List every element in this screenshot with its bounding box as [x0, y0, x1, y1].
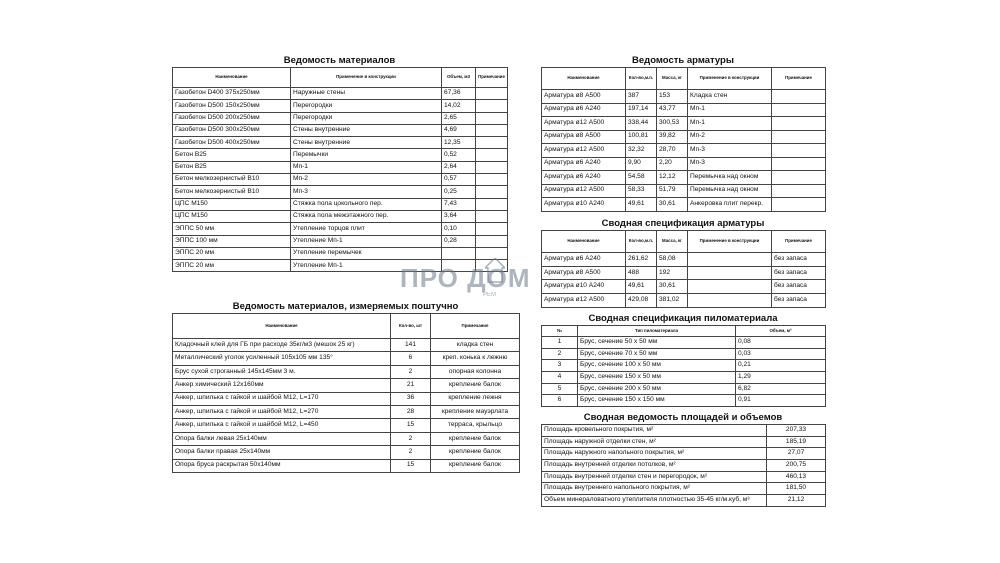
column-header: Объем, м³ [736, 326, 826, 337]
table-cell: Брус сухой строганный 145х145мм 3 м. [173, 365, 391, 378]
watermark-logo: ПРО ДОМ [400, 263, 531, 293]
table-cell: 15 [391, 459, 431, 472]
piece-header-row [173, 314, 520, 339]
table-cell: 197,14 [626, 103, 657, 117]
table-row [173, 419, 520, 432]
table-cell [772, 130, 826, 144]
table-cell: крепление лежня [431, 392, 520, 405]
table-cell: 6 [391, 352, 431, 365]
table-cell: 58,33 [626, 184, 657, 198]
materials-table-container [172, 67, 507, 272]
table-cell: Анкер химический 12х160мм [173, 379, 391, 392]
column-header: Наименование [542, 231, 626, 253]
table-cell: 28 [391, 405, 431, 418]
table-cell: 460,13 [767, 471, 826, 483]
table-cell: 100,81 [626, 130, 657, 144]
table-cell: Площадь внутренней отделки стен и перегородок, м² [542, 471, 767, 483]
table-cell [688, 266, 772, 280]
table-row [173, 432, 520, 445]
table-cell: 67,36 [442, 88, 476, 100]
table-cell: Кладка стен [688, 90, 772, 104]
table-row [173, 365, 520, 378]
table-row [173, 446, 520, 459]
table-cell: Арматура ø6 А240 [542, 157, 626, 171]
lumber-table [541, 325, 826, 407]
table-cell: 15 [391, 419, 431, 432]
table-cell: Мп-1 [688, 103, 772, 117]
table-cell: Брус, сечение 100 х 50 мм [578, 360, 736, 372]
table-cell: Стяжка пола цокольного пер. [291, 198, 442, 210]
table-cell: 5 [542, 383, 578, 395]
table-cell: Мп-2 [291, 174, 442, 186]
table-cell: 30,61 [657, 198, 688, 212]
table-cell: Арматура ø12 А500 [542, 144, 626, 158]
areas-table [541, 424, 826, 507]
table-cell: без запаса [772, 253, 826, 267]
table-cell [476, 235, 508, 247]
table-cell: 181,50 [767, 483, 826, 495]
table-cell: 0,21 [736, 360, 826, 372]
table-cell: Бетон В25 [173, 149, 291, 161]
table-cell: 153 [657, 90, 688, 104]
table-cell [476, 149, 508, 161]
table-cell: Газобетон D500 300х250мм [173, 124, 291, 136]
materials-title: Ведомость материалов [283, 55, 396, 66]
table-cell: 30,61 [657, 280, 688, 294]
table-cell: 49,61 [626, 280, 657, 294]
table-cell: 192 [657, 266, 688, 280]
house-icon [485, 258, 505, 284]
table-row [542, 117, 826, 131]
table-cell [476, 88, 508, 100]
table-cell: 488 [626, 266, 657, 280]
table-cell: Объем минераловатного утеплителя плотностью 35-45 кг/м.куб, м³ [542, 495, 767, 507]
table-cell: 32,32 [626, 144, 657, 158]
table-cell: 0,08 [736, 337, 826, 349]
table-row [542, 280, 826, 294]
areas-table-container [541, 424, 825, 507]
table-row [173, 352, 520, 365]
table-row [542, 337, 826, 349]
rebar-title: Ведомость арматуры [632, 55, 734, 66]
table-cell: 338,44 [626, 117, 657, 131]
table-cell: Наружные стены [291, 88, 442, 100]
column-header: Масса, кг [657, 68, 688, 90]
table-cell: 2,20 [657, 157, 688, 171]
table-cell: 14,02 [442, 100, 476, 112]
areas-title: Сводная ведомость площадей и объемов [583, 412, 783, 423]
table-row [542, 495, 826, 507]
table-cell: Мп-3 [291, 186, 442, 198]
table-row [542, 266, 826, 280]
table-cell: крепление балок [431, 379, 520, 392]
table-cell: 7,43 [442, 198, 476, 210]
table-cell: 2 [391, 446, 431, 459]
table-cell: Утепление торцов плит [291, 223, 442, 235]
column-header: Примечание [476, 68, 508, 88]
table-cell: Брус, сечение 150 х 150 мм [578, 395, 736, 407]
table-cell: Утепление Мп-1 [291, 260, 442, 272]
column-header: Кол-во,м.п. [626, 68, 657, 90]
table-cell: Мп-1 [688, 117, 772, 131]
table-row [173, 161, 508, 173]
table-cell: 54,58 [626, 171, 657, 185]
table-row [542, 130, 826, 144]
table-cell: крепление балок [431, 459, 520, 472]
table-cell [476, 100, 508, 112]
table-cell: Газобетон D500 150х250мм [173, 100, 291, 112]
table-cell: ЭППС 100 мм [173, 235, 291, 247]
table-cell: Опора балки левая 25х140мм [173, 432, 391, 445]
table-cell: 12,12 [657, 171, 688, 185]
table-cell: Газобетон D500 200х250мм [173, 112, 291, 124]
column-header: Тип пиломатериала [578, 326, 736, 337]
table-cell: 0,57 [442, 174, 476, 186]
table-cell: 27,07 [767, 448, 826, 460]
table-cell: 0,28 [442, 235, 476, 247]
table-cell: Арматура ø8 А500 [542, 130, 626, 144]
table-cell: Мп-2 [688, 130, 772, 144]
table-cell: 6 [542, 395, 578, 407]
column-header: Кол-во, шт [391, 314, 431, 339]
table-cell [772, 90, 826, 104]
table-row [542, 171, 826, 185]
column-header: Применение в конструкции [688, 231, 772, 253]
table-cell: 36 [391, 392, 431, 405]
table-row [542, 348, 826, 360]
table-row [173, 210, 508, 222]
column-header: № [542, 326, 578, 337]
table-cell: 0,10 [442, 223, 476, 235]
table-cell: 49,61 [626, 198, 657, 212]
table-cell: Брус, сечение 50 х 50 мм [578, 337, 736, 349]
table-cell: 4 [542, 372, 578, 384]
table-row [542, 253, 826, 267]
table-cell: 3 [542, 360, 578, 372]
table-row [173, 174, 508, 186]
table-cell: ЦПС М150 [173, 198, 291, 210]
table-cell: ЦПС М150 [173, 210, 291, 222]
table-cell: Стены внутренние [291, 137, 442, 149]
column-header: Наименование [173, 68, 291, 88]
table-row [542, 144, 826, 158]
table-cell: Брус, сечение 150 х 50 мм [578, 372, 736, 384]
table-cell: 58,08 [657, 253, 688, 267]
table-row [173, 186, 508, 198]
table-cell: Бетон мелкозернистый В10 [173, 186, 291, 198]
column-header: Наименование [173, 314, 391, 339]
table-cell: терраса, крыльцо [431, 419, 520, 432]
table-row [542, 460, 826, 472]
table-row [173, 247, 508, 259]
table-row [173, 88, 508, 100]
table-cell [476, 198, 508, 210]
table-cell: ЭППС 20 мм [173, 247, 291, 259]
table-cell: Площадь кровельного покрытия, м² [542, 425, 767, 437]
table-cell [476, 161, 508, 173]
table-cell: 0,91 [736, 395, 826, 407]
table-row [173, 405, 520, 418]
table-cell: Анкер, шпилька с гайкой и шайбой М12, L=450 [173, 419, 391, 432]
table-cell: Стяжка пола межэтажного пер. [291, 210, 442, 222]
rebar-table [541, 67, 826, 212]
table-row [173, 124, 508, 136]
materials-header-row [173, 68, 508, 88]
table-cell: 2 [391, 365, 431, 378]
table-row [542, 483, 826, 495]
column-header: Применение в конструкции [291, 68, 442, 88]
table-cell: Арматура ø8 А500 [542, 266, 626, 280]
table-cell: 3,64 [442, 210, 476, 222]
table-cell: 0,52 [442, 149, 476, 161]
table-cell: Опора бруса раскрытая 50х140мм [173, 459, 391, 472]
table-cell: 300,53 [657, 117, 688, 131]
table-row [173, 379, 520, 392]
table-row [542, 157, 826, 171]
table-row [173, 235, 508, 247]
table-cell [772, 117, 826, 131]
table-cell: без запаса [772, 294, 826, 308]
table-cell: Анкер, шпилька с гайкой и шайбой М12, L=170 [173, 392, 391, 405]
table-cell: 381,02 [657, 294, 688, 308]
table-cell: Стены внутренние [291, 124, 442, 136]
table-cell: Арматура ø10 А240 [542, 280, 626, 294]
table-cell: Брус, сечение 200 х 50 мм [578, 383, 736, 395]
table-cell [688, 294, 772, 308]
table-cell [476, 186, 508, 198]
table-cell: 0,25 [442, 186, 476, 198]
table-cell: 387 [626, 90, 657, 104]
table-cell: Бетон мелкозернистый В10 [173, 174, 291, 186]
table-row [542, 436, 826, 448]
table-row [173, 198, 508, 210]
table-cell: Утепление Мп-1 [291, 235, 442, 247]
materials-table [172, 67, 508, 272]
lumber-table-container [541, 325, 825, 407]
table-cell: 261,62 [626, 253, 657, 267]
table-cell: ЭППС 20 мм [173, 260, 291, 272]
table-row [173, 100, 508, 112]
table-cell: 2 [542, 348, 578, 360]
table-cell: 200,75 [767, 460, 826, 472]
table-cell: кладка стен [431, 339, 520, 352]
table-cell [476, 223, 508, 235]
table-cell: Перегородки [291, 100, 442, 112]
table-cell: Площадь наружной отделки стен, м² [542, 436, 767, 448]
table-cell: Перемычка над окном [688, 171, 772, 185]
table-cell [476, 112, 508, 124]
rebar-spec-table [541, 230, 826, 308]
table-row [173, 137, 508, 149]
table-cell: Мп-3 [688, 144, 772, 158]
table-cell: 39,82 [657, 130, 688, 144]
table-row [173, 392, 520, 405]
table-cell: Газобетон D500 400х250мм [173, 137, 291, 149]
table-cell: Перегородки [291, 112, 442, 124]
table-cell: 28,70 [657, 144, 688, 158]
table-cell: Арматура ø12 А500 [542, 184, 626, 198]
rebar-table-container [541, 67, 825, 212]
piece-table [172, 313, 520, 473]
column-header: Примечание [772, 68, 826, 90]
table-row [542, 395, 826, 407]
column-header: Применение в конструкции [688, 68, 772, 90]
table-cell: Кладочный клей для ГБ при расходе 35кг/м3 (мешок 25 кг) [173, 339, 391, 352]
piece-title: Ведомость материалов, измеряемых поштучно [232, 301, 459, 312]
column-header: Объем, м3 [442, 68, 476, 88]
table-row [173, 339, 520, 352]
table-cell [772, 157, 826, 171]
table-cell [688, 280, 772, 294]
table-row [542, 383, 826, 395]
table-cell: 21 [391, 379, 431, 392]
table-cell: Арматура ø6 А240 [542, 171, 626, 185]
table-cell [476, 137, 508, 149]
table-row [542, 90, 826, 104]
table-cell: Перемычки [291, 149, 442, 161]
table-cell: 1,29 [736, 372, 826, 384]
rebar-spec-title: Сводная спецификация арматуры [601, 218, 765, 229]
table-cell [476, 174, 508, 186]
table-cell: Газобетон D400 375х250мм [173, 88, 291, 100]
table-cell [772, 184, 826, 198]
table-cell: 0,03 [736, 348, 826, 360]
table-cell: Мп-1 [291, 161, 442, 173]
table-cell: 21,12 [767, 495, 826, 507]
table-cell: Арматура ø8 А500 [542, 90, 626, 104]
table-row [542, 294, 826, 308]
table-cell [688, 253, 772, 267]
table-cell: Анкеровка плит перекр. [688, 198, 772, 212]
table-cell: Площадь внутреннего напольного покрытия, м² [542, 483, 767, 495]
table-cell: Площадь наружного напольного покрытия, м² [542, 448, 767, 460]
table-cell: Площадь внутренней отделки потолков, м² [542, 460, 767, 472]
table-cell: Перемычка над окном [688, 184, 772, 198]
table-cell: 51,79 [657, 184, 688, 198]
table-row [173, 112, 508, 124]
table-cell: Утепление перемычек [291, 247, 442, 259]
table-cell: креп. конька к лежню [431, 352, 520, 365]
table-cell: Брус, сечение 70 х 50 мм [578, 348, 736, 360]
table-cell: 6,82 [736, 383, 826, 395]
watermark-sub: РЕМ [483, 292, 497, 298]
column-header: Наименование [542, 68, 626, 90]
rebar-spec-table-container [541, 230, 825, 308]
table-cell: 9,90 [626, 157, 657, 171]
lumber-header-row [542, 326, 826, 337]
table-cell: 185,19 [767, 436, 826, 448]
table-cell: 2,64 [442, 161, 476, 173]
table-cell: Мп-3 [688, 157, 772, 171]
table-cell: Арматура ø12 А500 [542, 117, 626, 131]
table-cell: крепление балок [431, 432, 520, 445]
rebar-spec-header-row [542, 231, 826, 253]
piece-table-container [172, 313, 519, 473]
table-cell: Опора балки правая 25х140мм [173, 446, 391, 459]
column-header: Примечание [772, 231, 826, 253]
table-row [542, 425, 826, 437]
table-cell: Арматура ø12 А500 [542, 294, 626, 308]
table-cell: крепление мауэрлата [431, 405, 520, 418]
table-cell [772, 103, 826, 117]
column-header: Примечание [431, 314, 520, 339]
table-row [542, 471, 826, 483]
table-row [173, 223, 508, 235]
table-cell: 429,08 [626, 294, 657, 308]
table-cell: 12,35 [442, 137, 476, 149]
table-cell: 2 [391, 432, 431, 445]
table-row [542, 360, 826, 372]
table-cell: без запаса [772, 280, 826, 294]
table-cell [476, 124, 508, 136]
table-row [542, 198, 826, 212]
table-cell: ЭППС 50 мм [173, 223, 291, 235]
table-cell [772, 171, 826, 185]
table-cell: крепление балок [431, 446, 520, 459]
column-header: Кол-во,м.п. [626, 231, 657, 253]
table-cell: Арматура ø10 А240 [542, 198, 626, 212]
table-cell [442, 247, 476, 259]
lumber-title: Сводная спецификация пиломатериала [588, 313, 778, 324]
table-cell [476, 210, 508, 222]
table-cell: без запаса [772, 266, 826, 280]
column-header: Масса, кг [657, 231, 688, 253]
table-cell: 141 [391, 339, 431, 352]
table-cell: Бетон В25 [173, 161, 291, 173]
table-cell: Арматура ø6 А240 [542, 253, 626, 267]
table-cell: 4,69 [442, 124, 476, 136]
table-row [542, 184, 826, 198]
table-cell: 207,33 [767, 425, 826, 437]
table-row [542, 103, 826, 117]
table-cell: 2,65 [442, 112, 476, 124]
table-cell: 43,77 [657, 103, 688, 117]
table-cell: Анкер, шпилька с гайкой и шайбой М12, L=270 [173, 405, 391, 418]
table-row [173, 149, 508, 161]
table-cell: 1 [542, 337, 578, 349]
table-cell [772, 144, 826, 158]
rebar-header-row [542, 68, 826, 90]
table-row [173, 459, 520, 472]
table-cell: Арматура ø6 А240 [542, 103, 626, 117]
table-cell: Металлический уголок усиленный 105х105 мм 135° [173, 352, 391, 365]
table-cell [772, 198, 826, 212]
table-row [542, 448, 826, 460]
table-row [542, 372, 826, 384]
table-cell: опорная колонна [431, 365, 520, 378]
